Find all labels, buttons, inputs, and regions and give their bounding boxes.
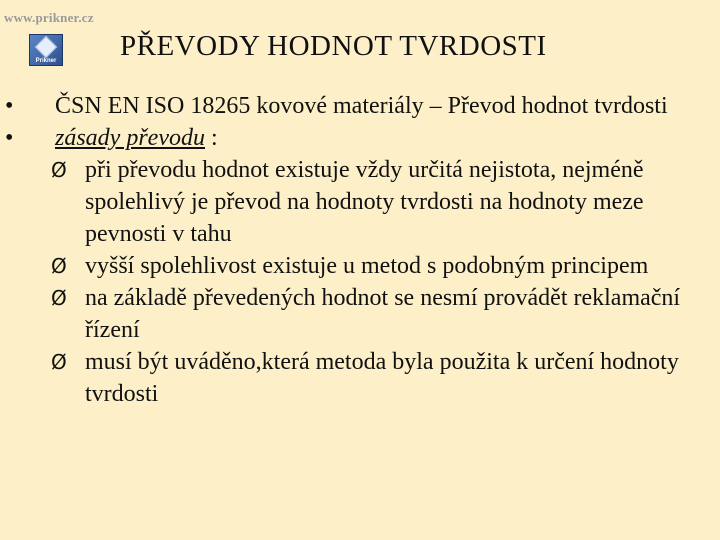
- bullet-text: ČSN EN ISO 18265 kovové materiály – Převod hodnot tvrdosti: [55, 93, 668, 119]
- bullet-dot: •: [5, 93, 14, 119]
- slide-content: [0, 90, 720, 410]
- arrow-bullet-icon: Ø: [51, 158, 67, 182]
- bullet-item: [0, 90, 720, 122]
- arrow-bullet-icon: Ø: [51, 350, 67, 374]
- logo-text: Prikner: [35, 58, 57, 64]
- bullet-item: [0, 122, 720, 154]
- arrow-bullet-icon: Ø: [51, 254, 67, 278]
- bullet-suffix: :: [204, 125, 218, 151]
- arrow-bullet-icon: Ø: [51, 286, 67, 310]
- sub-bullet-text: na základě převedených hodnot se nesmí provádět reklamační řízení: [85, 285, 681, 343]
- site-url[interactable]: www.prikner.cz: [4, 10, 94, 25]
- sub-bullet-text: musí být uváděno,která metoda byla použita k určení hodnoty tvrdosti: [85, 349, 679, 407]
- bullet-dot: •: [5, 125, 14, 151]
- sub-bullet-item: [0, 282, 720, 346]
- sub-bullet-text: při převodu hodnot existuje vždy určitá nejistota, nejméně spolehlivý je převod na hodnoty tvrdosti na hodnoty meze pevnosti v tahu: [85, 157, 644, 247]
- diamond-shape: [35, 36, 58, 59]
- sub-bullet-item: [0, 154, 720, 250]
- page-title: PŘEVODY HODNOT TVRDOSTI: [120, 30, 547, 62]
- logo-icon: [29, 34, 63, 66]
- bullet-emphasis: zásady převodu: [55, 125, 205, 151]
- sub-bullet-item: [0, 346, 720, 410]
- sub-bullet-item: [0, 250, 720, 282]
- sub-bullet-text: vyšší spolehlivost existuje u metod s podobným principem: [85, 253, 649, 279]
